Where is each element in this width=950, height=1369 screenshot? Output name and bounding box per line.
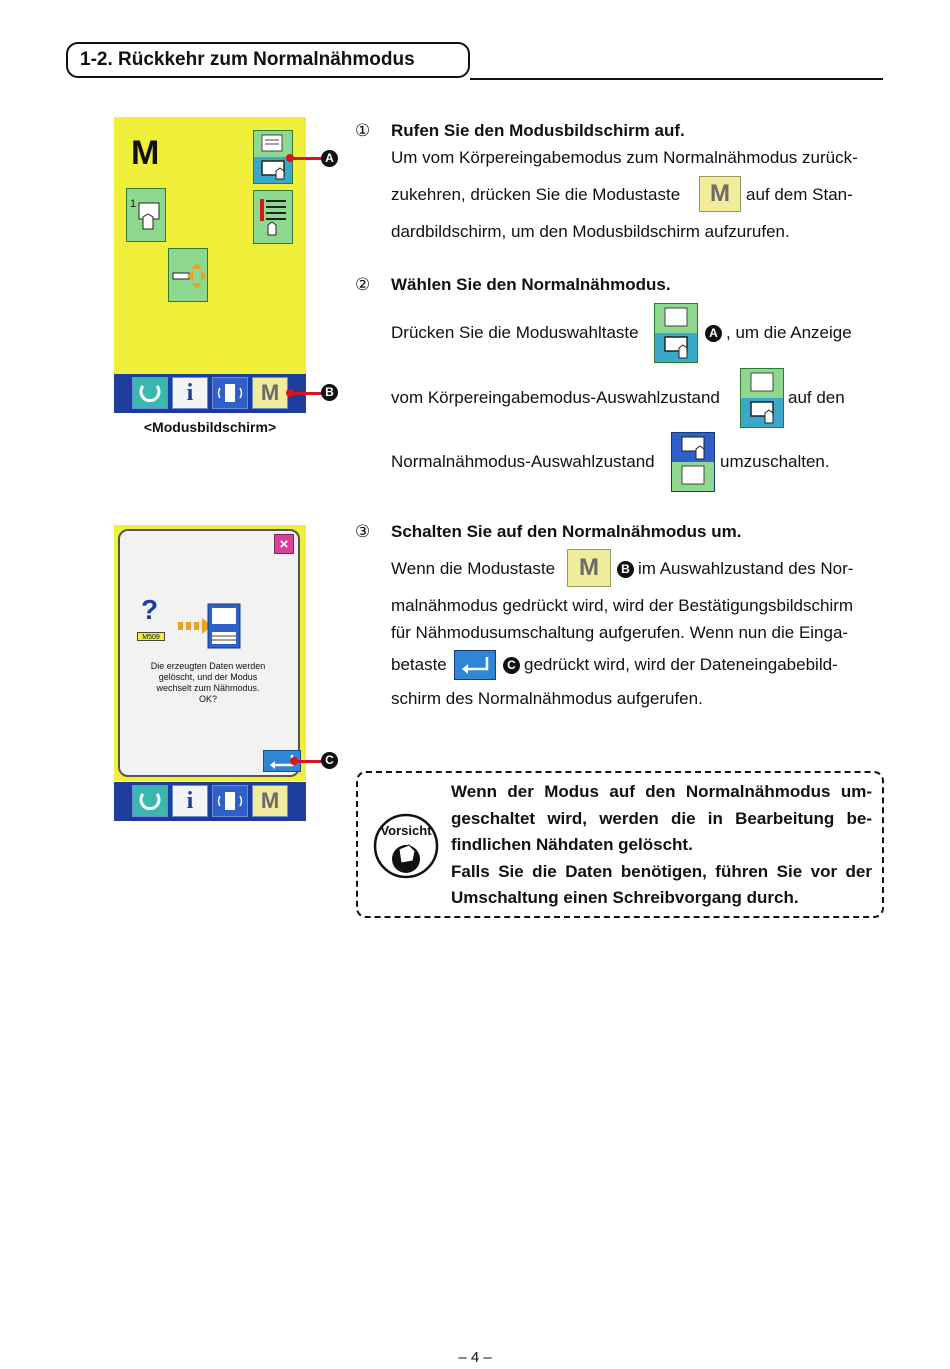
communication-icon	[213, 378, 247, 408]
callout-b-label: B	[321, 384, 338, 401]
move-arrows-icon	[169, 249, 207, 301]
step-1-line-3: dardbildschirm, um den Modusbildschirm aufzurufen.	[391, 222, 790, 241]
step-2-line-3b: umzuschalten.	[720, 452, 830, 471]
step-3-line-2: malnähmodus gedrückt wird, wird der Bestätigungsbildschirm	[391, 596, 854, 615]
section-title: 1-2. Rückkehr zum Normalnähmodus	[80, 49, 415, 70]
reset-icon	[133, 786, 167, 816]
close-button[interactable]: ×	[274, 534, 294, 554]
step-1-line-2b: auf dem Stan-	[746, 185, 853, 204]
communication-button[interactable]	[212, 377, 248, 409]
caution-text	[451, 779, 872, 912]
message-code: M509	[137, 632, 165, 641]
step-3-heading: Schalten Sie auf den Normalnähmodus um.	[391, 522, 742, 541]
info-button[interactable]: i	[172, 377, 208, 409]
badge-a: A	[705, 325, 722, 342]
mode-select-icon	[655, 304, 697, 362]
badge-c: C	[503, 657, 520, 674]
message-line-4: OK?	[198, 694, 217, 704]
step-2-line-2b: auf den	[788, 388, 845, 407]
step-1-heading: Rufen Sie den Modusbildschirm auf.	[391, 121, 685, 140]
message-line-3: wechselt zum Nähmodus.	[156, 683, 260, 693]
reset-button[interactable]	[132, 377, 168, 409]
position-button[interactable]	[168, 248, 208, 302]
mode-screen-title: M	[131, 134, 160, 172]
mode-key-icon-2: M	[567, 549, 611, 587]
caution-line-1: Wenn der Modus auf den Normalnähmodus um-	[451, 782, 872, 801]
enter-key-icon	[454, 650, 496, 680]
step-3-line-4a: betaste	[391, 655, 447, 674]
question-icon: ?	[141, 594, 159, 625]
program-icon	[127, 189, 165, 241]
svg-text:1: 1	[130, 198, 137, 210]
program-button-1[interactable]	[126, 188, 166, 242]
enter-icon	[455, 651, 495, 679]
step-2-line-1b: , um die Anzeige	[726, 323, 852, 342]
mode-key[interactable]: M	[252, 377, 288, 409]
step-2-number: ②	[355, 275, 371, 294]
normal-sewing-state-graphic	[672, 433, 714, 491]
header-rule	[470, 78, 883, 80]
step-2-heading: Wählen Sie den Normalnähmodus.	[391, 275, 671, 294]
message-line-2: gelöscht, und der Modus	[158, 672, 258, 682]
caution-line-4: Falls Sie die Daten benötigen, führen Sie vor der	[451, 861, 872, 881]
communication-button-2[interactable]	[212, 785, 248, 817]
step-3-line-1a: Wenn die Modustaste	[391, 559, 556, 578]
caution-line-2: geschaltet wird, werden die in Bearbeitung be-	[451, 808, 872, 828]
reset-icon	[133, 378, 167, 408]
callout-c-line	[296, 760, 322, 763]
communication-icon	[213, 786, 247, 816]
step-2-line-3a: Normalnähmodus-Auswahlzustand	[391, 452, 655, 471]
badge-b: B	[617, 561, 634, 578]
callout-b-line	[292, 392, 322, 395]
reset-button-2[interactable]	[132, 785, 168, 817]
step-1-line-1: Um vom Körpereingabemodus zum Normalnähmodus zurück-	[391, 148, 858, 167]
normal-sewing-state-icon	[671, 432, 715, 492]
step-3-number: ③	[355, 522, 371, 541]
list-icon	[254, 191, 292, 243]
caution-label: Vorsicht	[380, 823, 432, 838]
confirmation-dialog	[118, 529, 300, 777]
body-input-state-graphic	[741, 369, 783, 427]
message-line-1: Die erzeugten Daten werden	[150, 661, 266, 671]
confirmation-message	[140, 661, 276, 705]
body-input-state-icon	[740, 368, 784, 428]
page-number: – 4 –	[458, 1349, 492, 1366]
switch-mode-icon	[176, 602, 244, 650]
step-1-number: ①	[355, 121, 371, 140]
step-3-line-1b: im Auswahlzustand des Nor-	[638, 559, 854, 578]
step-3-line-4b: gedrückt wird, wird der Dateneingabebild-	[524, 655, 838, 674]
caution-line-3: findlichen Nähdaten gelöscht.	[451, 835, 693, 854]
caution-icon	[373, 813, 439, 879]
step-2-line-2a: vom Körpereingabemodus-Auswahlzustand	[391, 388, 720, 407]
step-3-line-5: schirm des Normalnähmodus aufgerufen.	[391, 689, 703, 708]
mode-screen-caption: <Modusbildschirm>	[143, 419, 277, 435]
step-1-line-2a: zukehren, drücken Sie die Modustaste	[391, 185, 681, 204]
caution-line-5: Umschaltung einen Schreibvorgang durch.	[451, 888, 799, 907]
callout-c-label: C	[321, 752, 338, 769]
callout-a-line	[292, 157, 322, 160]
callout-a-label: A	[321, 150, 338, 167]
step-3-line-3: für Nähmodusumschaltung aufgerufen. Wenn nun die Einga-	[391, 623, 849, 642]
mode-key-2[interactable]: M	[252, 785, 288, 817]
info-button-2[interactable]: i	[172, 785, 208, 817]
mode-key-icon: M	[699, 176, 741, 212]
list-button[interactable]	[253, 190, 293, 244]
mode-select-key-icon	[654, 303, 698, 363]
step-2-line-1a: Drücken Sie die Moduswahltaste	[391, 323, 639, 342]
